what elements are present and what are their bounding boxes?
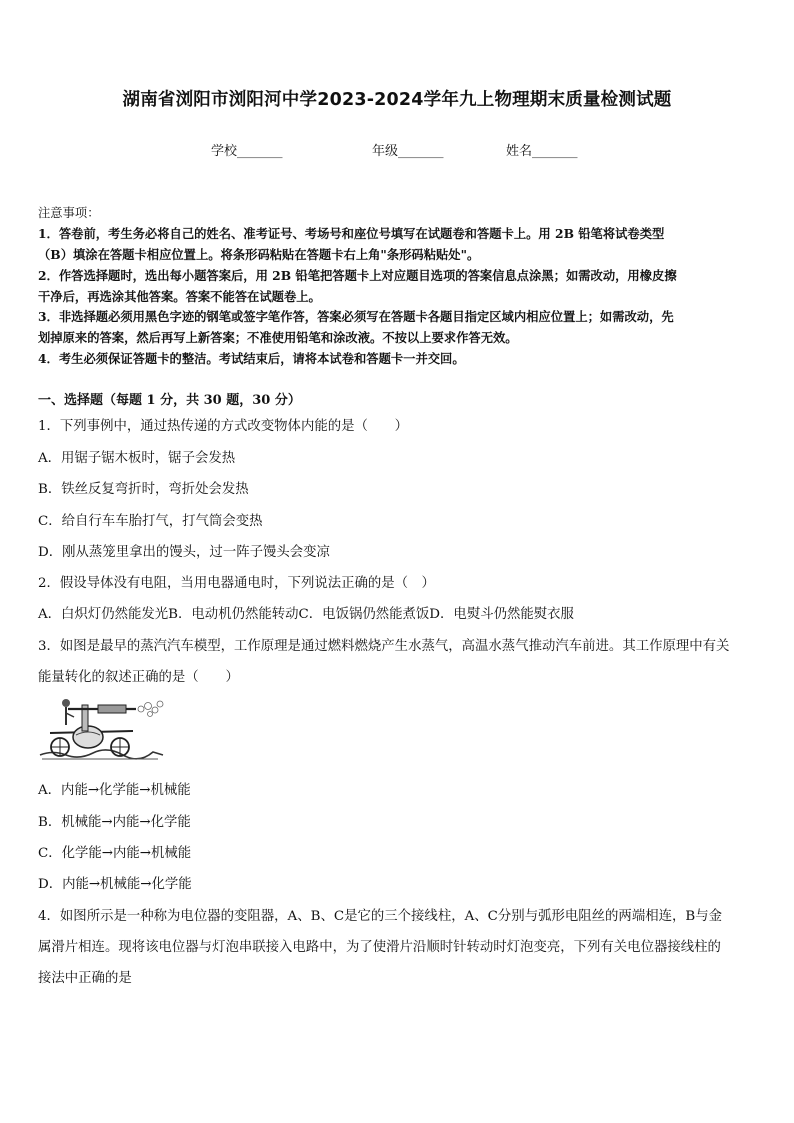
note-line: 3．非选择题必须用黑色字迹的钢笔或签字笔作答，答案必须写在答题卡各题目指定区域内相应位置上；如需改动，先 <box>38 309 674 324</box>
question-1-option-c: C．给自行车车胎打气，打气筒会变热 <box>38 514 263 529</box>
grade-field: 年级_______ <box>372 144 444 159</box>
note-line: 4．考生必须保证答题卡的整洁。考试结束后，请将本试卷和答题卡一并交回。 <box>38 351 465 366</box>
question-4-line2: 属滑片相连。现将该电位器与灯泡串联接入电路中，为了使滑片沿顺时针转动时灯泡变亮，下列有关电位器接线柱的 <box>38 940 721 955</box>
question-3-stem-line2: 能量转化的叙述正确的是（ ） <box>38 670 239 685</box>
question-4-line3: 接法中正确的是 <box>38 971 132 986</box>
note-line: 2．作答选择题时，选出每小题答案后，用 2B 铅笔把答题卡上对应题目选项的答案信息点涂黑；如需改动，用橡皮擦 <box>38 268 677 283</box>
question-3-option-c: C．化学能→内能→机械能 <box>38 846 192 861</box>
question-1-option-d: D．刚从蒸笼里拿出的馒头，过一阵子馒头会变凉 <box>38 545 330 560</box>
question-3-stem-line1: 3．如图是最早的蒸汽汽车模型，工作原理是通过燃料燃烧产生水蒸气，高温水蒸气推动汽车前进。其工作原理中有关 <box>38 639 730 654</box>
question-2-options: A．白炽灯仍然能发光B．电动机仍然能转动C．电饭锅仍然能煮饭D．电熨斗仍然能熨衣服 <box>38 607 574 622</box>
note-line: （B）填涂在答题卡相应位置上。将条形码粘贴在答题卡右上角"条形码粘贴处"。 <box>38 247 480 262</box>
note-line: 划掉原来的答案，然后再写上新答案；不准使用铅笔和涂改液。不按以上要求作答无效。 <box>38 330 518 345</box>
question-1-stem: 1．下列事例中，通过热传递的方式改变物体内能的是（ ） <box>38 419 409 434</box>
note-line: 1．答卷前，考生务必将自己的姓名、准考证号、考场号和座位号填写在试题卷和答题卡上。用 2B 铅笔将试卷类型 <box>38 226 665 241</box>
note-line: 干净后，再选涂其他答案。答案不能答在试题卷上。 <box>38 289 321 304</box>
section-heading: 一、选择题（每题 1 分，共 30 题，30 分） <box>38 393 301 408</box>
notes-heading: 注意事项： <box>38 206 100 220</box>
steam-car-illustration <box>38 695 168 765</box>
school-field: 学校_______ <box>211 144 283 159</box>
question-4-line1: 4．如图所示是一种称为电位器的变阻器，A、B、C是它的三个接线柱，A、C分别与弧形电阻丝的两端相连，B与金 <box>38 909 722 924</box>
name-field: 姓名_______ <box>506 144 578 159</box>
question-3-option-d: D．内能→机械能→化学能 <box>38 877 192 892</box>
question-1-option-b: B．铁丝反复弯折时，弯折处会发热 <box>38 482 249 497</box>
question-3-option-a: A．内能→化学能→机械能 <box>38 783 191 798</box>
question-1-option-a: A．用锯子锯木板时，锯子会发热 <box>38 451 236 466</box>
question-2-stem: 2．假设导体没有电阻，当用电器通电时，下列说法正确的是（ ） <box>38 576 435 591</box>
page-title: 湖南省浏阳市浏阳河中学2023-2024学年九上物理期末质量检测试题 <box>122 90 672 110</box>
question-3-option-b: B．机械能→内能→化学能 <box>38 815 191 830</box>
